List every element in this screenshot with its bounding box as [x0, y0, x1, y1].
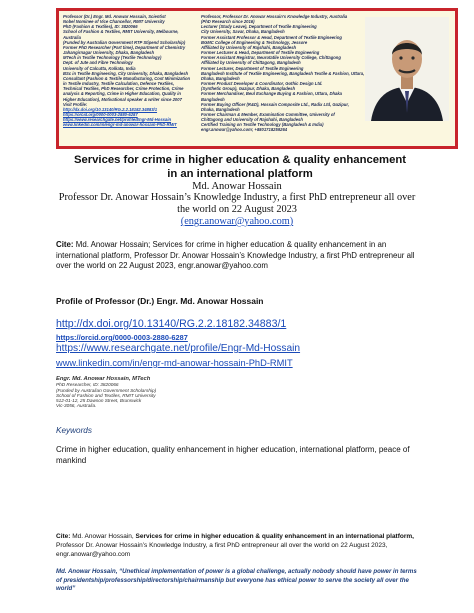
paper-author: Md. Anowar Hossain — [192, 181, 282, 192]
footer-citation — [56, 532, 422, 559]
signature-line: 512-01-12, 25 Dawson Street, Brunswick — [56, 398, 142, 404]
header-line[interactable]: http://dx.doi.org/10.13140/RG.2.2.18182.34883/1 — [63, 106, 158, 112]
cite-label: Cite: — [56, 240, 74, 249]
signature-line: (Funded by Australian Government Scholarship) — [56, 387, 157, 393]
header-line: Former Lecturer, Department of Textile Engineering — [201, 65, 304, 71]
signature-line: School of Fashion and Textiles, RMIT University — [56, 392, 156, 398]
signature-line: Vic-3056, Australia. — [56, 403, 97, 409]
orcid-link[interactable]: https://orcid.org/0000-0003-2880-6287 — [56, 333, 188, 342]
header-line: Australia — [63, 34, 81, 40]
signature-block — [56, 377, 156, 409]
header-line: Jahangirnagar University, Dhaka, Bangladesh — [63, 50, 155, 56]
quote-text: Md. Anowar Hossain, “Unethical implementation of power is a global challenge, actually nobody should have power in terms of presidentship/professorship/directorship/chairmanship but everyone has ethical power to serve the society all over the world” — [56, 568, 417, 593]
header-line: PhD (Fashion & Textiles), ID: 3820066 — [63, 24, 138, 30]
header-line: Nobel Nominee of Vice Chancellor, RMIT University — [63, 19, 165, 25]
header-line: Professor (Dr.) Engr. Md. Anowar Hossain, Scientist — [63, 14, 166, 19]
header-line: (Funded by Australian Government RTP Stipend Scholarship) — [63, 39, 186, 45]
header-line: MTech in Textile Technology (Textile Technology) — [63, 55, 162, 61]
header-line: Former Assistant Professor & Head, Department of Textile Engineering — [201, 34, 342, 40]
profile-heading: Profile of Professor (Dr.) Engr. Md. Anowar Hossain — [56, 296, 264, 306]
affiliation-text: Professor Dr. Anowar Hossain’s Knowledge Industry, a first PhD entrepreneur all over the world on 22 August 2023 — [58, 192, 416, 215]
header-line: Dept. of Jute and Fibre Technology — [63, 60, 133, 66]
header-line[interactable]: https://orcid.org/0000-0003-2880-6287 — [63, 111, 138, 117]
header-line: Former Chairman & Member, Examination Committee, University of — [201, 111, 335, 117]
header-line: engr.anowar@yahoo.com; +8801718259264 — [201, 127, 288, 133]
header-line: Former Assistant Registrar, Neurotatile University College, Chittagong — [201, 55, 341, 61]
header-line: Affiliated by University of Rajshahi, Bangladesh — [201, 44, 297, 50]
doi-link[interactable]: http://dx.doi.org/10.13140/RG.2.2.18182.34883/1 — [56, 318, 287, 330]
header-line: Former Buying Officer (R&D), Hossain Composite Ltd., Radix Ltd, Gazipur, — [201, 101, 349, 107]
header-line: Bangladesh Institute of Textile Engineering, Bangladesh Textile & Fashion, Uttara, — [201, 70, 365, 76]
author-portrait-image — [365, 17, 449, 121]
header-line: analysis & Reporting, Crime in Higher Education, Quality in — [63, 91, 181, 97]
header-line: City University, Savar, Dhaka, Bangladesh — [201, 29, 285, 35]
header-banner — [56, 8, 458, 149]
header-line: Lecturer (Study Leave), Department of Textile Engineering — [201, 24, 317, 30]
header-line: Professor, Professor Dr. Anowar Hossain's Knowledge Industry, Australia — [201, 14, 348, 19]
header-line: Former Product Developer & Coordinator, Gothic Design Ltd. — [201, 81, 323, 87]
citation-block — [56, 240, 422, 272]
header-line: BGMC College of Engineering & Technology, Jessore — [201, 39, 308, 45]
header-line[interactable]: https://www.researchgate.net/profile/Engr-Md-Hossain — [63, 117, 172, 123]
header-line: Former PhD Researcher (Part time), Department of Chemistry — [63, 44, 186, 50]
paper-affiliation — [54, 192, 420, 228]
header-line: (PhD Research since 2016) — [201, 19, 255, 25]
header-line: School of Fashion & Textiles, RMIT University, Melbourne, — [63, 29, 179, 35]
header-line: Former Merchandiser, Beul Exchange Buying & Fashion, Uttara, Dhaka — [201, 91, 343, 97]
keywords-heading: Keywords — [56, 426, 92, 435]
signature-line: PhD Researcher, ID: 3820066 — [56, 382, 119, 388]
cite-text: Md. Anowar Hossain; Services for crime in higher education & quality enhancement in an international platform, Professor Dr. Anowar Hossain’s Knowledge Industry, a first PhD entrepreneur all over the world on 22 August 2023, engr.anowar@yahoo.com — [56, 240, 415, 271]
header-line: Consultant (Fashion & Textile Manufacturing, Cost Minimization — [63, 75, 191, 81]
header-line: Chittagong and University of Rajshahi, Bangladesh — [201, 117, 303, 123]
header-line: BSc in Textile Engineering, City University, Dhaka, Bangladesh — [63, 70, 189, 76]
header-line: Former Lecturer & Head, Department of Textile Engineering — [201, 50, 320, 56]
header-line: in Textile Industry, Textile Calculation, Defence Textiles, — [63, 81, 175, 87]
signature-line: Engr. Md. Anowar Hossain, MTech — [56, 376, 151, 382]
header-line: Higher Education), Motivational speaker & writer since 2007 — [63, 96, 182, 102]
author-email-link[interactable]: (engr.anowar@yahoo.com) — [180, 216, 294, 227]
header-line: Affiliated by University of Chittagong, Bangladesh — [201, 60, 301, 66]
header-line: Certified Training on Textile Technology (Bangladesh & India) — [201, 122, 324, 128]
header-left-column — [63, 14, 197, 127]
header-middle-column — [201, 14, 365, 133]
header-line[interactable]: www.linkedin.com/in/engr-md-anowar-hossain-PhD-RMIT — [63, 122, 177, 128]
header-line: (Synthetic Group), Gazipur, Dhaka, Bangladesh — [201, 86, 296, 92]
header-line: University of Calcutta, Kolkata, India — [63, 65, 136, 71]
header-line: Dhaka, Bangladesh — [201, 106, 240, 112]
footer-cite-rest: Professor Dr. Anowar Hossain’s Knowledge Industry, a first PhD entrepreneur all over the world on 22 August 2023, engr.anowar@yahoo.com — [56, 542, 388, 558]
paper-title: Services for crime in higher education & quality enhancement in an international platform — [73, 154, 407, 180]
footer-cite-label: Cite: — [56, 533, 71, 540]
header-line: Technical Textiles, PhD Researcher, Crime Protection, Crime — [63, 86, 184, 92]
keywords-text: Crime in higher education, quality enhancement in higher education, international platform, peace of mankind — [56, 445, 410, 465]
header-line: Bangladesh — [201, 96, 225, 102]
header-line: Dhaka, Bangladesh — [201, 75, 240, 81]
footer-cite-title: Services for crime in higher education & quality enhancement in an international platform, — [135, 533, 414, 540]
linkedin-link[interactable]: www.linkedin.com/in/engr-md-anowar-hossain-PhD-RMIT — [56, 358, 293, 368]
researchgate-link[interactable]: https://www.researchgate.net/profile/Engr-Md-Hossain — [56, 343, 301, 354]
author-photo — [365, 17, 449, 121]
header-line: Visit Profile: — [63, 101, 88, 107]
footer-cite-author: Md. Anowar Hossain, — [72, 533, 134, 540]
